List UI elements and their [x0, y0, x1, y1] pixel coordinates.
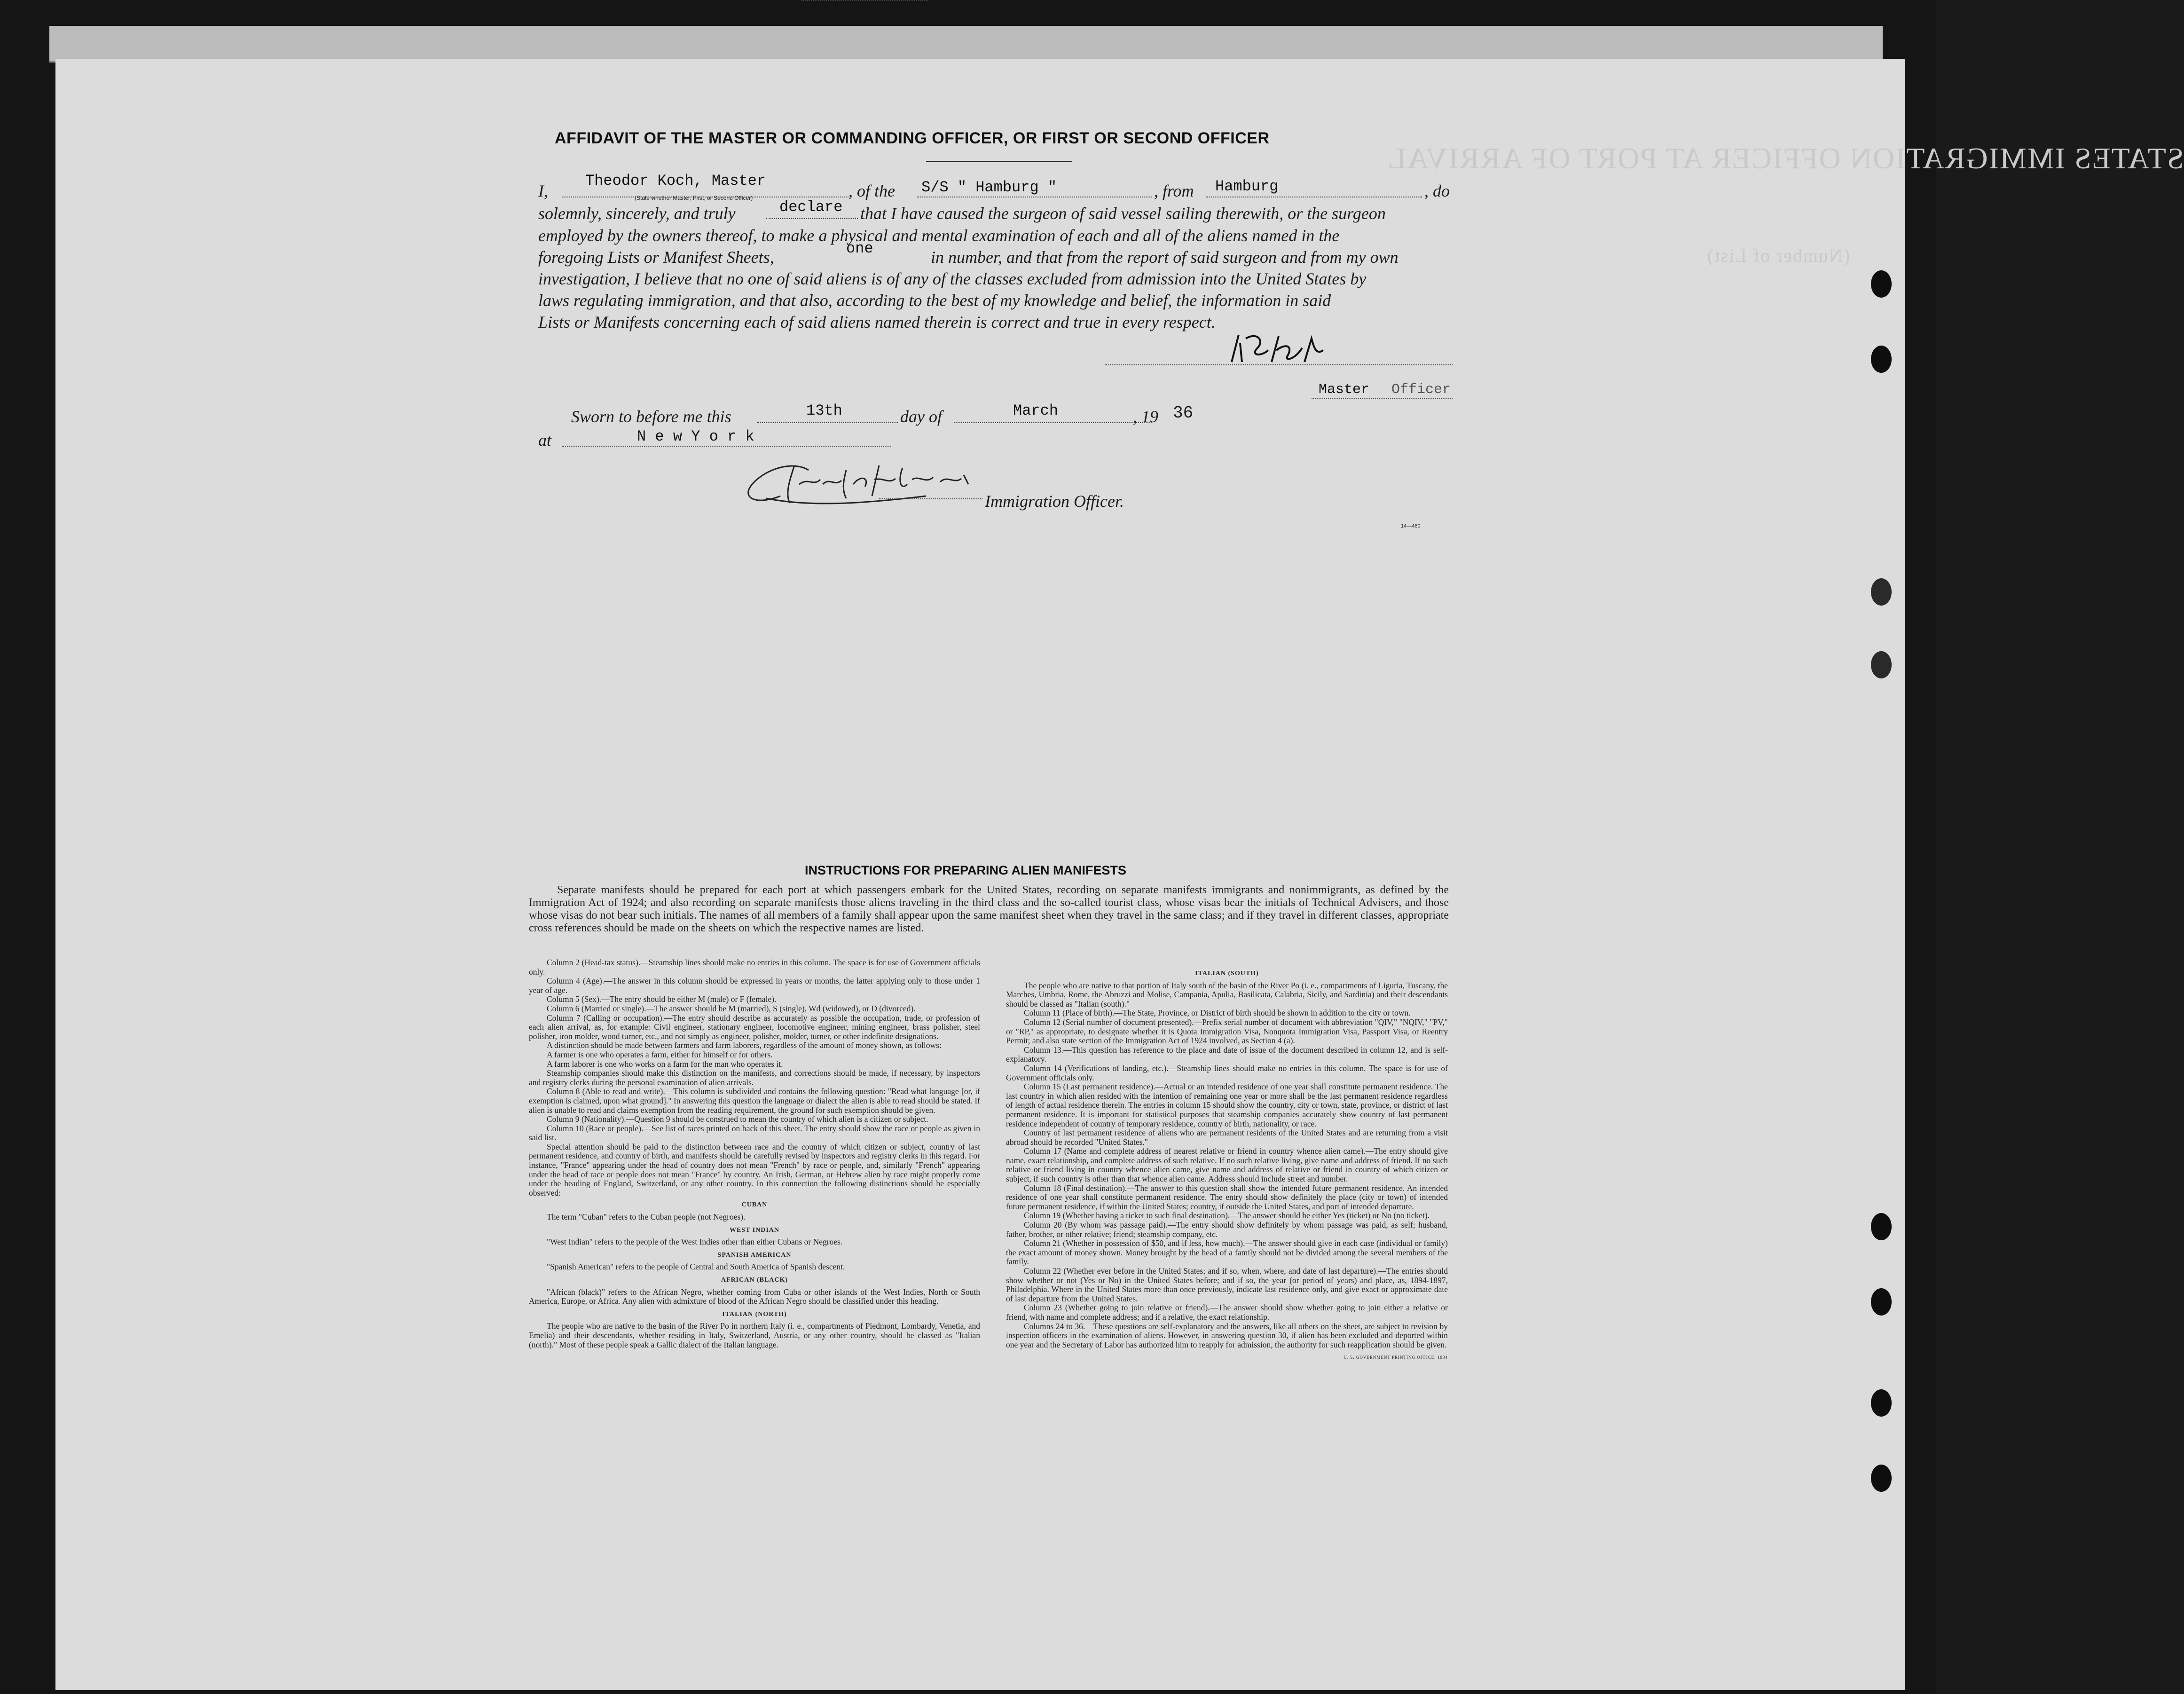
paragraph: A farmer is one who operates a farm, either for himself or for others.	[547, 1049, 773, 1059]
punch-hole	[1871, 1389, 1892, 1417]
vessel-name: S/S " Hamburg "	[921, 179, 1057, 196]
paragraph: Column 4 (Age).—The answer in this column should be expressed in years or months, the latter applying only to those under 1 year of age.	[529, 976, 980, 995]
printer-imprint: U. S. GOVERNMENT PRINTING OFFICE: 1934	[1343, 1355, 1448, 1360]
paragraph: The term "Cuban" refers to the Cuban people (not Negroes).	[547, 1212, 746, 1222]
declare-rule	[766, 218, 858, 219]
punch-hole	[1871, 1213, 1892, 1240]
place-rule	[562, 446, 891, 447]
paragraph: The people who are native to that portion of Italy south of the basin of the River Po (i. e., compartments of Liguria, Tuscany, the Marches, Umbria, Rome, the Abruzzi and Molise, Campania, Apulia, Basilicata, Calabria, Sicily, and Sardinia) and their descendants should be classed as "Italian (south)."	[1006, 980, 1448, 1009]
section-heading: WEST INDIAN	[729, 1226, 780, 1234]
affidavit-text: employed by the owners thereof, to make a physical and mental examination of each and all of the aliens named in the	[538, 226, 1340, 245]
sworn-day: 13th	[806, 402, 842, 419]
affidavit-text: , do	[1424, 181, 1450, 200]
affidavit-title: AFFIDAVIT OF THE MASTER OR COMMANDING OFFICER, OR FIRST OR SECOND OFFICER	[555, 129, 1270, 147]
paragraph: Column 13.—This question has reference to the place and date of issue of the document described in column 12, and is self-explanatory.	[1006, 1045, 1448, 1064]
paragraph: Column 7 (Calling or occupation).—The entry should describe as accurately as possible the occupation, trade, or profession of each alien arrival, as, for example: Civil engineer, stationary engineer, locomotive engineer, mining engineer, brass polisher, steel polisher, iron molder, wood turner, etc., and not simply as engineer, polisher, molder, turner, or other indefinite designations.	[529, 1013, 980, 1041]
sworn-month: March	[1013, 402, 1059, 419]
affidavit-text: Lists or Manifests concerning each of said aliens named therein is correct and true in every respect.	[538, 313, 1216, 331]
paragraph: Column 18 (Final destination).—The answer to this question shall show the intended future permanent residence. An intended residence of one year shall constitute permanent residence. The entry should show definitely the place (city or town) of intended future permanent residence, if within the United States; country, if outside the United States, and port of intended departure.	[1006, 1183, 1448, 1211]
sheet-count: one	[846, 240, 873, 257]
affidavit-text: Sworn to before me this	[571, 407, 731, 426]
paragraph: Columns 24 to 36.—These questions are self-explanatory and the answers, like all others on the sheet, are subject to revision by inspection officers in the examination of aliens. However, in answering question 30, if alien has been excluded and deported within one year and the Secretary of Labor has authorized him to reapply for admission, the authority for such reapplication should be given.	[1006, 1321, 1448, 1349]
instructions-title: INSTRUCTIONS FOR PREPARING ALIEN MANIFESTS	[805, 863, 1127, 877]
affidavit-text: laws regulating immigration, and that also, according to the best of my knowledge and belief, the information in said	[538, 291, 1331, 310]
section-heading: ITALIAN (SOUTH)	[1195, 970, 1259, 977]
affidavit-text: investigation, I believe that no one of said aliens is of any of the classes excluded from admission into the United States by	[538, 269, 1367, 288]
rank-rule	[1312, 398, 1453, 399]
affidavit-text: in number, and that from the report of said surgeon and from my own	[931, 248, 1398, 267]
bleed-through-text: STATES IMMIGRATION OFFICER AT PORT OF ARRIVAL	[1387, 142, 2184, 175]
affidavit-text: at	[538, 431, 552, 449]
section-heading: AFRICAN (BLACK)	[721, 1276, 788, 1284]
day-rule	[757, 422, 898, 423]
paragraph: "Spanish American" refers to the people of Central and South America of Spanish descent.	[547, 1262, 845, 1272]
paragraph: Country of last permanent residence of aliens who are permanent residents of the United States and are returning from a visit abroad should be recorded "United States."	[1006, 1128, 1448, 1147]
punch-hole	[1871, 346, 1892, 373]
section-heading: SPANISH AMERICAN	[717, 1251, 792, 1259]
paragraph: A farm laborer is one who works on a farm for the man who operates it.	[547, 1059, 783, 1069]
paragraph: Column 10 (Race or people).—See list of races printed on back of this sheet. The entry should show the race or people as given in said list.	[529, 1123, 980, 1142]
paragraph: "African (black)" refers to the African Negro, whether coming from Cuba or other islands of the West Indies, North or South America, Europe, or Africa. Any alien with admixture of blood of the African Negro should be classified under this heading.	[529, 1287, 980, 1306]
paragraph: Column 11 (Place of birth).—The State, Province, or District of birth should be shown in addition to the city or town.	[1024, 1008, 1411, 1018]
paragraph: A distinction should be made between farmers and farm laborers, regardless of the amount of money shown, as follows:	[547, 1040, 942, 1050]
paragraph: Column 17 (Name and complete address of nearest relative or friend in country whence alien came).—The entry should give name, exact relationship, and complete address of such relative. If no such relative living, give name and address of friend. If no such relative or friend living in country whence alien came, give name and address of relative or friend in country of which citizen or subject, if such country is other than that whence alien came. Address should include street and number.	[1006, 1146, 1448, 1184]
paragraph: "West Indian" refers to the people of the West Indies other than either Cubans or Negroes.	[547, 1237, 843, 1247]
count-rule	[801, 0, 928, 1]
paragraph: Column 5 (Sex).—The entry should be either M (male) or F (female).	[547, 994, 777, 1004]
section-heading: CUBAN	[741, 1201, 768, 1209]
punch-hole	[1871, 1465, 1892, 1492]
instructions-left-column	[529, 958, 980, 1349]
punch-hole	[1871, 578, 1892, 606]
affidavit-text: , 19	[1133, 407, 1158, 426]
officer-rule	[879, 498, 982, 499]
punch-hole	[1871, 270, 1892, 298]
bleed-through-text-2: (Number of List)	[1706, 245, 1850, 266]
paragraph: Column 22 (Whether ever before in the United States; and if so, when, where, and date of last departure).—The entries should show whether or not (Yes or No) in the United States before; and if so, the year (or period of years) and place, as, 1894-1897, Philadelphia. Where in the United States more than once previously, indicate last residence only, and give exact or approximate date of last departure from the United States.	[1006, 1266, 1448, 1303]
punch-hole	[1871, 651, 1892, 678]
affidavit-text: day of	[900, 407, 942, 426]
affidavit-text: foregoing Lists or Manifest Sheets,	[538, 248, 774, 267]
paragraph: The people who are native to the basin of the River Po in northern Italy (i. e., compartments of Piedmont, Lombardy, Venetia, and Emelia) and their descendants, whether residing in Italy, Switzerland, Austria, or any other country, should be classed as "Italian (north)." Most of these people speak a Gallic dialect of the Italian language.	[529, 1321, 980, 1349]
affidavit-text: solemnly, sincerely, and truly	[538, 204, 736, 223]
paragraph: Column 21 (Whether in possession of $50, and if less, how much).—The answer should give in each case (individual or family) the exact amount of money shown. Money brought by the head of a family should not be divided among the several members of the family.	[1006, 1238, 1448, 1267]
paragraph: Column 23 (Whether going to join relative or friend).—The answer should show whether going to join either a relative or friend, with name and complete address; and if a relative, the exact relationship.	[1006, 1303, 1448, 1322]
paragraph: Column 19 (Whether having a ticket to such final destination).—The answer should be either Yes (ticket) or No (no ticket).	[1024, 1211, 1430, 1221]
paragraph: Column 14 (Verifications of landing, etc.).—Steamship lines should make no entries in this column. The space is for use of Government officials only.	[1006, 1063, 1448, 1082]
signature-rank-suffix: Officer	[1391, 382, 1451, 398]
paragraph: Column 15 (Last permanent residence).—Actual or an intended residence of one year shall constitute permanent residence. The last country in which alien resided with the intention of remaining one year or more shall be the last permanent residence regardless of length of actual residence therein. The entries in column 15 should show the country, city or town, state, province, or district of last permanent residence. It is important for statistical purposes that steamship companies accurately show country of last permanent residence independent of country of temporary residence, country of birth, nationality, or race.	[1006, 1082, 1448, 1128]
immigration-officer-label: Immigration Officer.	[985, 492, 1124, 511]
section-heading: ITALIAN (NORTH)	[722, 1310, 787, 1318]
paragraph: Column 20 (By whom was passage paid).—The entry should show definitely by whom passage was paid, as self; husband, father, brother, or other relative; friend; steamship company, etc.	[1006, 1220, 1448, 1239]
page-top-edge	[49, 26, 1883, 63]
paragraph: Steamship companies should make this distinction on the manifests, and corrections should be made, if necessary, by inspectors and registry clerks during the personal examination of alien arrivals.	[529, 1068, 980, 1087]
paragraph: Column 12 (Serial number of document presented).—Prefix serial number of document with abbreviation "QIV," "NQIV," "PV," or "RP," as appropriate, to designate whether it is Quota Immigration Visa, Nonquota Immigration Visa, Passport Visa, or Reentry Permit; and also state section of the Immigration Act of 1924 involved, as Section 4 (a).	[1006, 1017, 1448, 1046]
paragraph: Special attention should be paid to the distinction between race and the country of which citizen or subject, country of last permanent residence, and country of birth, and manifests should be carefully revised by inspectors and registry clerks in this regard. For instance, "France" appearing under the head of country does not mean "French" by race or people, and, similarly "French" appearing under the head of race or people does not mean "France" by country. An Irish, German, or Hebrew alien by race might properly come under the heading of England, Switzerland, or any other country. In this connection the following distinctions should be especially observed:	[529, 1142, 980, 1198]
declare-word: declare	[779, 198, 843, 216]
affidavit-text: , of the	[848, 181, 895, 200]
paragraph: Column 2 (Head-tax status).—Steamship lines should make no entries in this column. The space is for use of Government officials only.	[529, 958, 980, 977]
month-rule	[954, 422, 1152, 423]
sworn-year: 36	[1173, 403, 1194, 423]
paragraph: Column 6 (Married or single).—The answer should be M (married), S (single), Wd (widowed), or D (divorced).	[547, 1003, 916, 1013]
punch-hole	[1871, 1288, 1892, 1316]
signature-rule	[1105, 364, 1453, 365]
master-name: Theodor Koch, Master	[585, 172, 766, 189]
port-of-departure: Hamburg	[1215, 178, 1279, 195]
form-number: 14—480	[1401, 523, 1421, 529]
instructions-right-column	[1006, 966, 1448, 1363]
title-underline	[926, 161, 1072, 162]
affidavit-text: , from	[1154, 181, 1194, 200]
rank-note: (State whether Master, First, or Second Officer)	[635, 195, 753, 201]
paragraph: Column 8 (Able to read and write).—This column is subdivided and contains the following question: "Read what language [or, if exemption is claimed, upon what ground]." In answering this question the language or dialect the alien is able to read should be stated. If alien is unable to read and claims exemption from the reading requirement, the ground for such exemption should be given.	[529, 1087, 980, 1115]
paragraph: Column 9 (Nationality).—Question 9 should be construed to mean the country of which alien is a citizen or subject.	[547, 1114, 928, 1124]
signature-rank: Master	[1319, 382, 1370, 398]
affidavit-text: that I have caused the surgeon of said vessel sailing therewith, or the surgeon	[860, 204, 1386, 223]
instructions-intro: Separate manifests should be prepared for each port at which passengers embark for the United States, recording on separate manifests immigrants and nonimmigrants, as defined by the Immigration Act of 1924; and also recording on separate manifests those aliens traveling in the third class and the so-called tourist class, whose visas bear the initials of Technical Advisers, and those whose visas do not bear such initials. The names of all members of a family shall appear upon the same manifest sheet when they travel in the same class; and if they travel in different classes, appropriate cross references should be made on the sheets on which the respective names are listed.	[529, 884, 1449, 934]
sworn-place: N e w Y o r k	[637, 428, 754, 445]
affidavit-text: I,	[538, 181, 548, 200]
